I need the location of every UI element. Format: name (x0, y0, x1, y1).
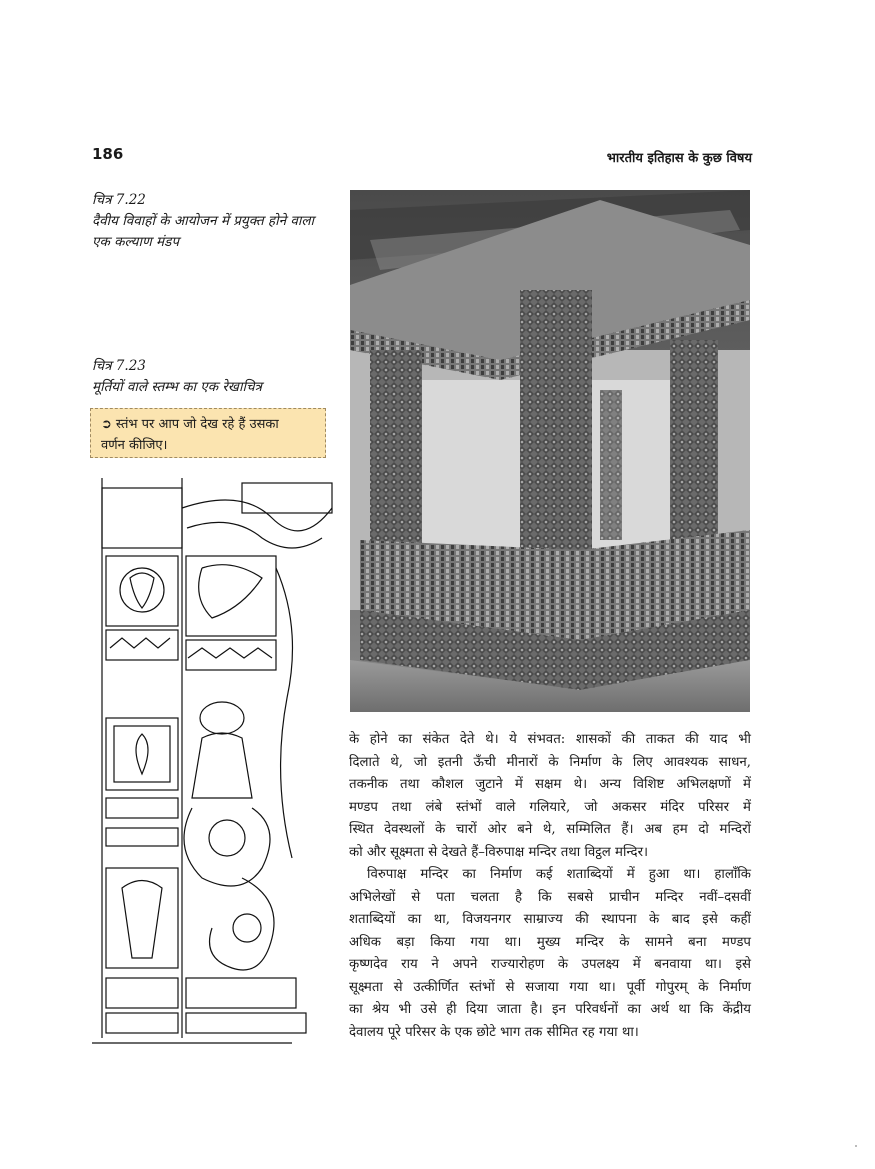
mandapa-photo-illustration (350, 190, 750, 712)
text-line: शताब्दियों का था, विजयनगर साम्राज्य की स्थापना के बाद इसे कहीं (349, 912, 751, 927)
activity-box (90, 408, 326, 458)
pillar-line-drawing (92, 478, 338, 1046)
paragraph-1 (349, 729, 751, 864)
text-line: का श्रेय भी उसे ही दिया जाता है। इन परिवर्धनों का अर्थ था कि केंद्रीय (349, 1002, 751, 1017)
page-mark (855, 1145, 857, 1147)
text-line: स्थित देवस्थलों के चारों ओर बने थे, सम्मिलित हैं। अब हम दो मन्दिरों (349, 822, 751, 837)
figure-number: चित्र 7.22 (92, 192, 146, 208)
page-number: 186 (92, 145, 124, 163)
pillar-sketch (92, 478, 338, 1046)
text-line: अधिक बड़ा किया गया था। मुख्य मन्दिर के सामने बना मण्डप (349, 934, 751, 950)
figure-caption-7-22 (92, 190, 342, 253)
text-line: मण्डप तथा लंबे स्तंभों वाले गलियारे, जो अकसर मंदिर परिसर में (349, 799, 751, 815)
figure-number: चित्र 7.23 (92, 358, 146, 374)
text-line: विरुपाक्ष मन्दिर का निर्माण कई शताब्दियों में हुआ था। हालाँकि (367, 867, 751, 882)
activity-line: ➲ स्तंभ पर आप जो देख रहे हैं उसका (101, 417, 279, 432)
text-line: तकनीक तथा कौशल जुटाने में सक्षम थे। अन्य विशिष्ट अभिलक्षणों में (349, 777, 751, 792)
body-text (349, 729, 751, 1044)
paragraph-2 (349, 864, 751, 1044)
text-line: कृष्णदेव राय ने अपने राज्यारोहण के उपलक्ष्य में बनवाया था। इसे (349, 957, 751, 972)
text-line: के होने का संकेत देते थे। ये संभवत: शासकों की ताकत की याद भी (349, 732, 751, 747)
activity-line: वर्णन कीजिए। (101, 438, 168, 453)
text-line: सूक्ष्मता से उत्कीर्णित स्तंभों से सजाया गया था। पूर्वी गोपुरम् के निर्माण (349, 979, 751, 995)
arrow-circle-icon: ➲ (101, 417, 112, 432)
caption-line: एक कल्याण मंडप (92, 234, 180, 250)
figure-caption-7-23 (92, 356, 342, 398)
caption-line: मूर्तियों वाले स्तम्भ का एक रेखाचित्र (92, 379, 262, 395)
text-line: अभिलेखों से पता चलता है कि सबसे प्राचीन मन्दिर नवीं–दसवीं (349, 889, 751, 905)
text-line: देवालय पूरे परिसर के एक छोटे भाग तक सीमित रह गया था। (349, 1024, 639, 1040)
running-head: भारतीय इतिहास के कुछ विषय (606, 151, 752, 166)
text-line: दिलाते थे, जो इतनी ऊँची मीनारों के निर्माण के लिए आवश्यक साधन, (349, 754, 751, 770)
text-line: को और सूक्ष्मता से देखते हैं–विरुपाक्ष मन्दिर तथा विट्ठल मन्दिर। (349, 844, 649, 860)
caption-line: दैवीय विवाहों के आयोजन में प्रयुक्त होने वाला (92, 213, 315, 229)
kalyana-mandapa-photo (350, 190, 750, 712)
